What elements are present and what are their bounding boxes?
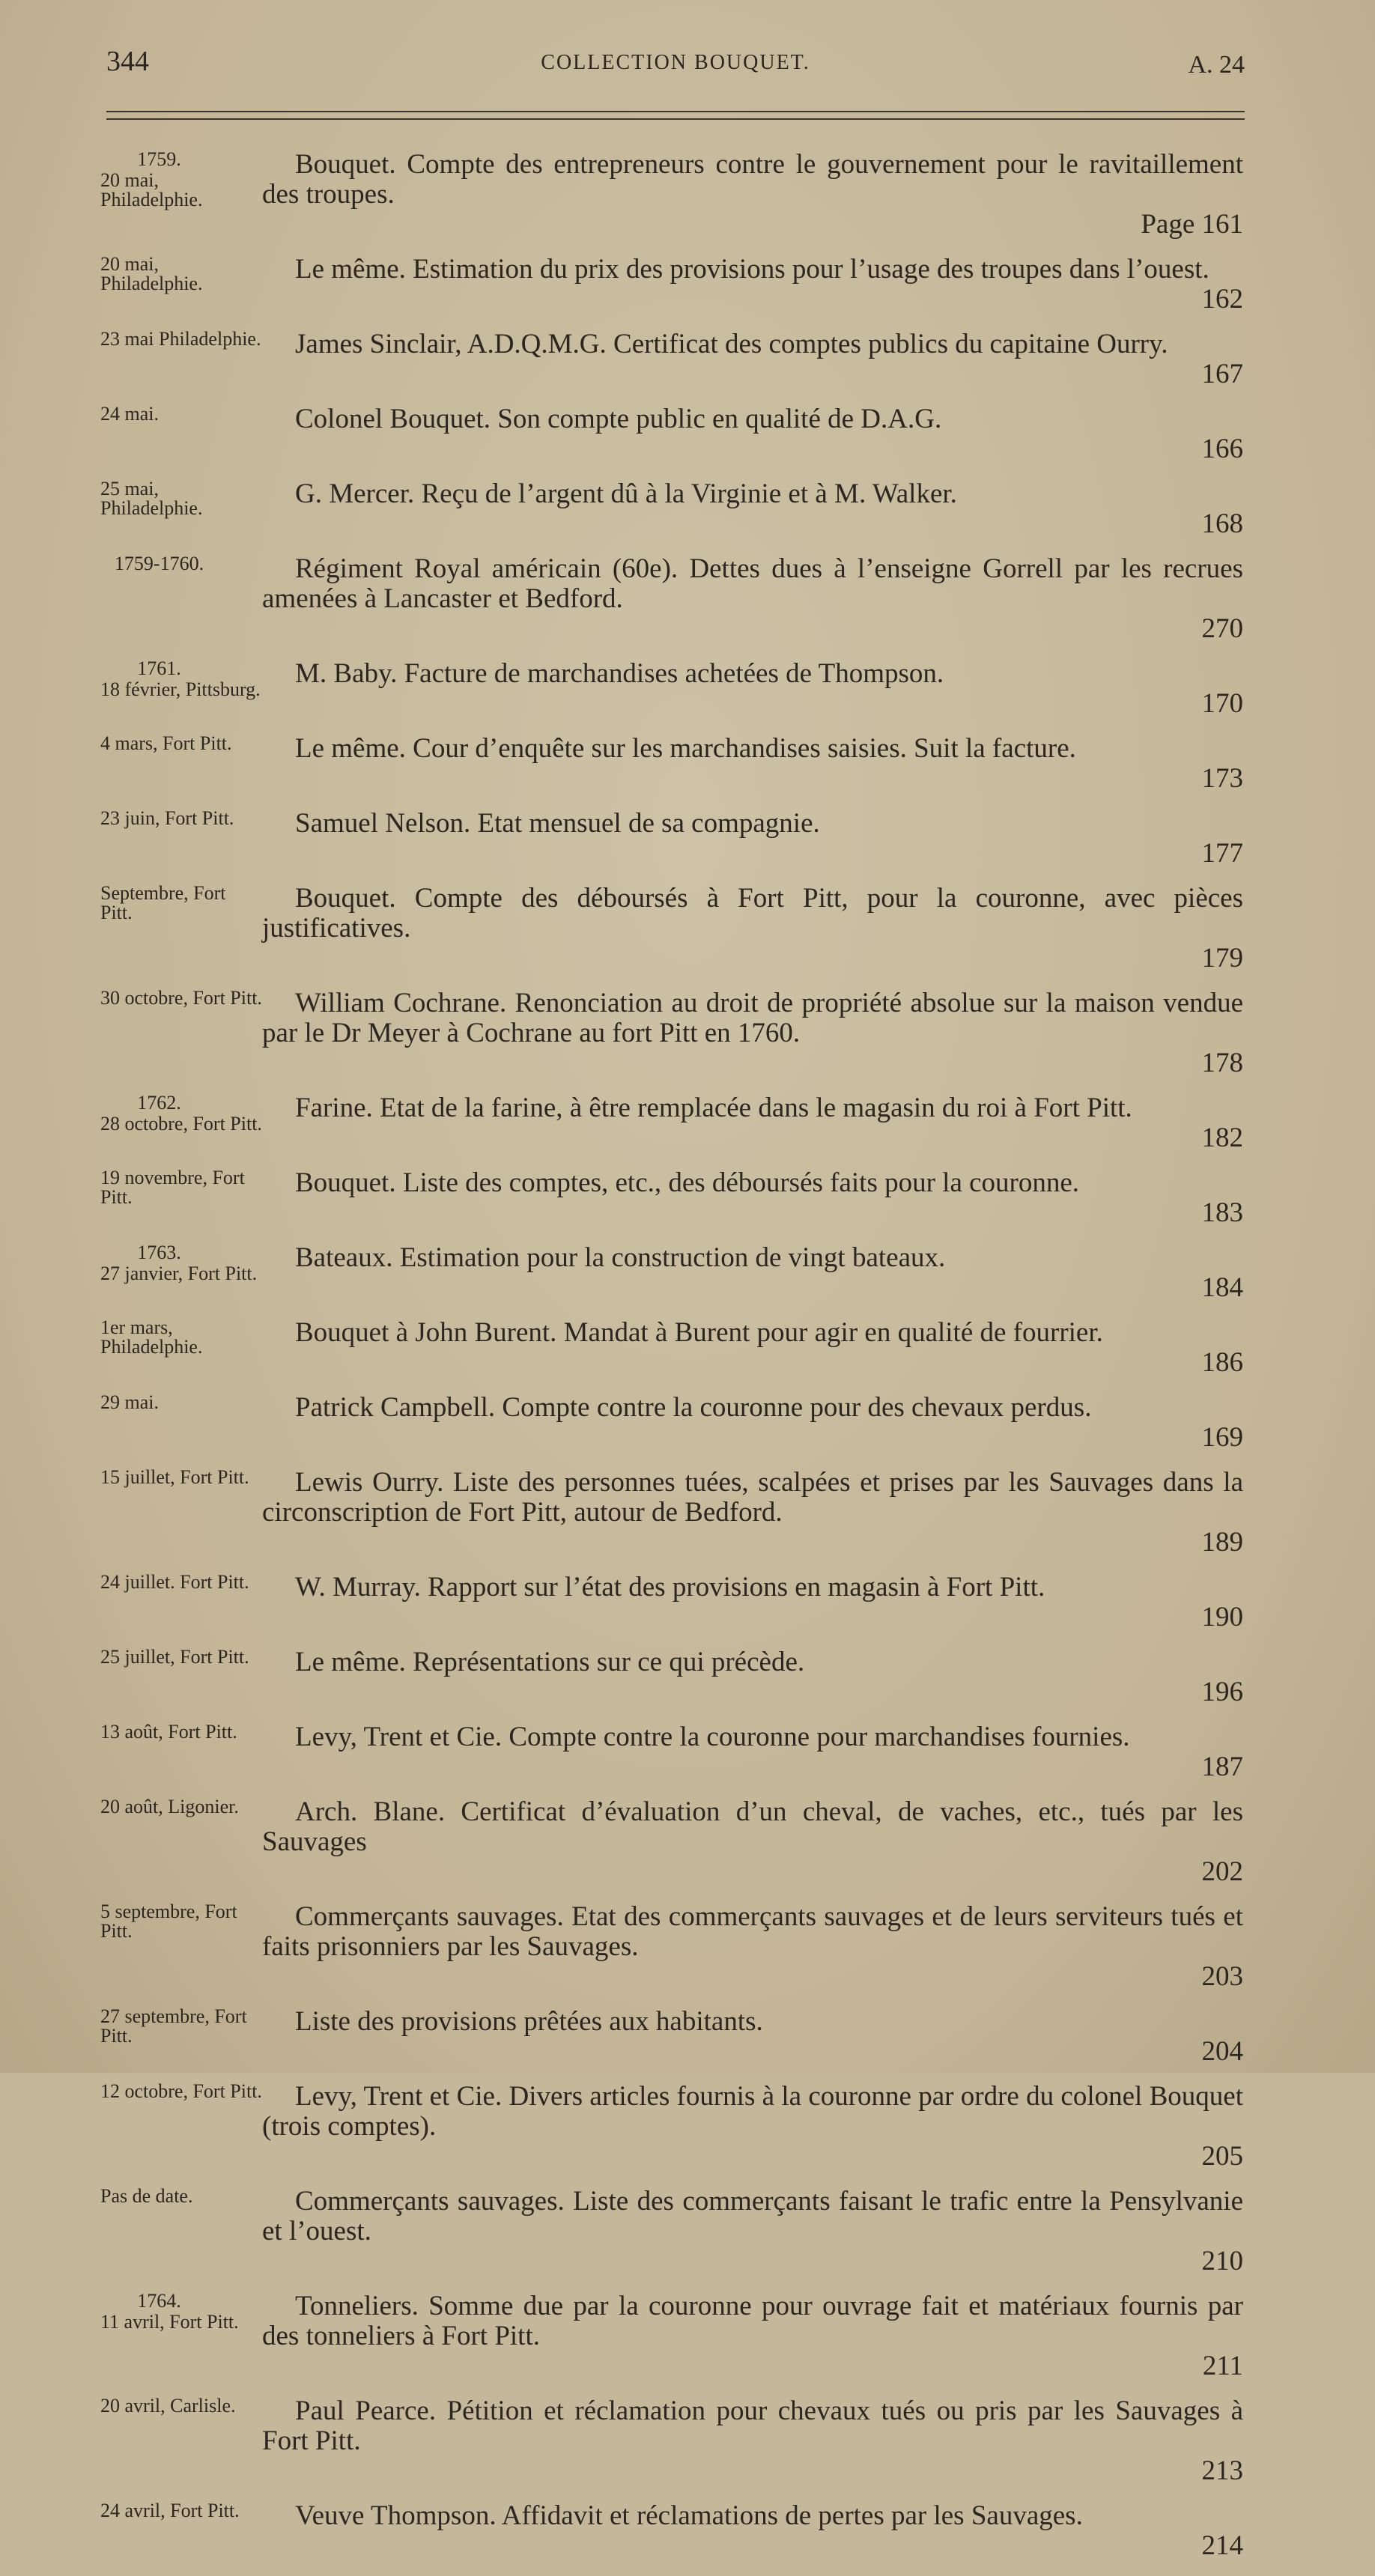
entry-date: 23 mai Philadelphie. — [100, 328, 261, 350]
entry-body — [262, 1093, 1243, 1153]
entry-body — [262, 1393, 1243, 1453]
page-number: 344 — [106, 46, 149, 77]
entry-date-column — [90, 1093, 262, 1134]
calendar-entry — [90, 988, 1243, 1078]
entry-description: Bateaux. Estimation pour la construction de vingt bateaux. — [295, 1242, 946, 1273]
calendar-entry — [90, 2291, 1243, 2381]
entry-date-column — [90, 329, 262, 349]
entry-body — [262, 884, 1243, 973]
entry-date: 4 mars, Fort Pitt. — [100, 732, 232, 754]
entry-date-column — [90, 1168, 262, 1207]
entry-body — [262, 659, 1243, 719]
entry-page-reference: Page 161 — [1141, 209, 1243, 240]
entry-body — [262, 2501, 1243, 2561]
entry-date-column — [90, 2396, 262, 2416]
entry-date-column — [90, 554, 262, 575]
calendar-entry — [90, 255, 1243, 315]
running-title: COLLECTION BOUQUET. — [541, 51, 810, 74]
calendar-entry — [90, 2187, 1243, 2276]
entry-body — [262, 479, 1243, 539]
entry-page-reference: 203 — [1201, 1961, 1243, 1992]
entry-description: Paul Pearce. Pétition et réclamation pour chevaux tués ou pris par les Sauvages à Fort Pitt. — [262, 2396, 1243, 2456]
entry-description: William Cochrane. Renonciation au droit de propriété absolue sur la maison vendue par le Dr Meyer à Cochrane au fort Pitt en 1760. — [262, 988, 1243, 1048]
entry-date: Septembre, Fort Pitt. — [100, 882, 226, 923]
entry-description: Farine. Etat de la farine, à être remplacée dans le magasin du roi à Fort Pitt. — [295, 1093, 1132, 1123]
calendar-entry — [90, 1902, 1243, 1992]
entry-year: 1762. — [137, 1092, 181, 1114]
calendar-entry — [90, 1573, 1243, 1632]
entry-date: 24 juillet. Fort Pitt. — [100, 1571, 249, 1593]
entry-description: Le même. Cour d’enquête sur les marchandises saisies. Suit la facture. — [295, 733, 1076, 764]
entry-date-column — [90, 2501, 262, 2521]
entry-body — [262, 809, 1243, 869]
entry-date-column — [90, 1393, 262, 1412]
calendar-entry — [90, 1468, 1243, 1558]
entry-page-reference: 205 — [1201, 2141, 1243, 2172]
entry-date: 23 juin, Fort Pitt. — [100, 807, 234, 829]
entry-date-column — [90, 479, 262, 518]
entry-page-reference: 187 — [1201, 1752, 1243, 1782]
entry-date-column — [90, 1902, 262, 1941]
entry-page-reference: 186 — [1201, 1347, 1243, 1378]
entry-date-column — [90, 884, 262, 923]
entry-body — [262, 1647, 1243, 1707]
entry-date: 12 octobre, Fort Pitt. — [100, 2080, 262, 2102]
entry-description: Bouquet. Liste des comptes, etc., des déboursés faits pour la couronne. — [295, 1167, 1080, 1198]
entry-body — [262, 988, 1243, 1078]
entry-date-column — [90, 404, 262, 424]
entry-body — [262, 734, 1243, 794]
entry-date: 15 juillet, Fort Pitt. — [100, 1466, 249, 1488]
entry-description: Lewis Ourry. Liste des personnes tuées, scalpées et prises par les Sauvages dans la circonscription de Fort Pitt, autour de Bedford. — [262, 1467, 1243, 1528]
entry-date: 24 avril, Fort Pitt. — [100, 2500, 240, 2521]
entry-page-reference: 184 — [1201, 1272, 1243, 1303]
entry-body — [262, 1318, 1243, 1378]
entry-body — [262, 1168, 1243, 1228]
entry-date-column — [90, 659, 262, 699]
entry-page-reference: 189 — [1201, 1527, 1243, 1558]
entry-body — [262, 2082, 1243, 2172]
calendar-entry — [90, 2007, 1243, 2067]
entry-date: 1er mars, Philadelphie. — [100, 1316, 203, 1358]
calendar-entry — [90, 1318, 1243, 1378]
entry-body — [262, 1468, 1243, 1558]
entry-page-reference: 167 — [1201, 359, 1243, 389]
calendar-entry — [90, 809, 1243, 869]
entry-date-column — [90, 2082, 262, 2101]
entry-date: 27 septembre, Fort Pitt. — [100, 2005, 247, 2047]
entry-date-column — [90, 1647, 262, 1667]
entry-page-reference: 210 — [1201, 2246, 1243, 2276]
entry-date: 29 mai. — [100, 1391, 159, 1413]
calendar-entry — [90, 1093, 1243, 1153]
entry-body — [262, 2007, 1243, 2067]
entry-page-reference: 166 — [1201, 434, 1243, 464]
entry-year: 1759-1760. — [114, 553, 204, 574]
entry-date: 30 octobre, Fort Pitt. — [100, 987, 262, 1009]
entry-page-reference: 178 — [1201, 1048, 1243, 1078]
entry-description: Samuel Nelson. Etat mensuel de sa compagnie. — [295, 808, 820, 839]
entry-date: 19 novembre, Fort Pitt. — [100, 1167, 245, 1208]
page-header — [106, 45, 1245, 90]
calendar-entry — [90, 554, 1243, 644]
entry-description: Tonneliers. Somme due par la couronne pour ouvrage fait et matériaux fournis par des tonneliers à Fort Pitt. — [262, 2291, 1243, 2351]
entry-date-column — [90, 734, 262, 753]
entry-description: Bouquet. Compte des déboursés à Fort Pitt, pour la couronne, avec pièces justificatives. — [262, 883, 1243, 944]
entry-page-reference: 196 — [1201, 1677, 1243, 1707]
calendar-entry — [90, 734, 1243, 794]
entry-description: Bouquet. Compte des entrepreneurs contre le gouvernement pour le ravitaillement des troupes. — [262, 149, 1243, 210]
entry-page-reference: 211 — [1202, 2351, 1243, 2381]
entry-description: Bouquet à John Burent. Mandat à Burent pour agir en qualité de fourrier. — [295, 1317, 1103, 1348]
entry-date: 11 avril, Fort Pitt. — [100, 2311, 239, 2333]
entry-date: 13 août, Fort Pitt. — [100, 1721, 237, 1743]
calendar-entry — [90, 2501, 1243, 2561]
entry-page-reference: 170 — [1201, 688, 1243, 719]
calendar-entry — [90, 2082, 1243, 2172]
entry-description: G. Mercer. Reçu de l’argent dû à la Virginie et à M. Walker. — [295, 479, 957, 509]
entry-date: 20 août, Ligonier. — [100, 1796, 239, 1817]
entry-page-reference: 270 — [1201, 613, 1243, 644]
entry-page-reference: 173 — [1201, 763, 1243, 794]
entry-body — [262, 329, 1243, 389]
entry-date-column — [90, 1573, 262, 1592]
entry-description: M. Baby. Facture de marchandises achetées de Thompson. — [295, 658, 944, 689]
entry-page-reference: 202 — [1201, 1856, 1243, 1887]
entry-description: Colonel Bouquet. Son compte public en qualité de D.A.G. — [295, 404, 942, 434]
entry-date-column — [90, 1318, 262, 1357]
calendar-entry — [90, 479, 1243, 539]
entry-description: Régiment Royal américain (60e). Dettes dues à l’enseigne Gorrell par les recrues amenées à Lancaster et Bedford. — [262, 553, 1243, 614]
calendar-entry — [90, 659, 1243, 719]
entry-date: 18 février, Pittsburg. — [100, 678, 261, 700]
entry-year: 1761. — [137, 657, 181, 679]
calendar-entry — [90, 1797, 1243, 1887]
entry-body — [262, 1797, 1243, 1887]
entry-description: Veuve Thompson. Affidavit et réclamations de pertes par les Sauvages. — [295, 2500, 1083, 2531]
entry-page-reference: 179 — [1201, 943, 1243, 973]
entry-page-reference: 214 — [1201, 2530, 1243, 2561]
entry-body — [262, 404, 1243, 464]
entry-page-reference: 182 — [1201, 1123, 1243, 1153]
volume-reference: A. 24 — [1188, 51, 1245, 79]
entry-body — [262, 150, 1243, 240]
entry-description: Patrick Campbell. Compte contre la couronne pour des chevaux perdus. — [295, 1392, 1092, 1423]
calendar-entry — [90, 1647, 1243, 1707]
entry-date-column — [90, 150, 262, 210]
calendar-entry — [90, 884, 1243, 973]
entry-body — [262, 1722, 1243, 1782]
entry-date: 25 juillet, Fort Pitt. — [100, 1646, 249, 1668]
entry-body — [262, 255, 1243, 315]
calendar-entry — [90, 1168, 1243, 1228]
entry-description: Levy, Trent et Cie. Compte contre la couronne pour marchandises fournies. — [295, 1722, 1130, 1752]
entry-page-reference: 204 — [1201, 2036, 1243, 2067]
entry-body — [262, 1243, 1243, 1303]
entry-page-reference: 169 — [1201, 1422, 1243, 1453]
entry-year: 1764. — [137, 2290, 181, 2312]
entry-date: 20 avril, Carlisle. — [100, 2395, 236, 2416]
entry-body — [262, 2187, 1243, 2276]
calendar-entry — [90, 2396, 1243, 2486]
entry-year: 1759. — [137, 148, 181, 170]
entry-body — [262, 1573, 1243, 1632]
entry-date: 20 mai, Philadelphie. — [100, 253, 203, 294]
entry-description: Le même. Représentations sur ce qui précède. — [295, 1647, 805, 1677]
entry-body — [262, 1902, 1243, 1992]
entry-date-column — [90, 2291, 262, 2332]
entry-body — [262, 554, 1243, 644]
entry-date: 24 mai. — [100, 403, 159, 425]
calendar-entry — [90, 1243, 1243, 1303]
entry-date: 28 octobre, Fort Pitt. — [100, 1113, 262, 1134]
entry-year: 1763. — [137, 1242, 181, 1263]
entry-description: Liste des provisions prêtées aux habitants. — [295, 2006, 763, 2037]
header-rule-bottom — [106, 118, 1245, 120]
entry-date-column — [90, 255, 262, 294]
entry-page-reference: 190 — [1201, 1602, 1243, 1632]
entry-description: Le même. Estimation du prix des provisions pour l’usage des troupes dans l’ouest. — [295, 254, 1209, 285]
entry-date-column — [90, 1468, 262, 1487]
entry-date-column — [90, 1722, 262, 1742]
entry-page-reference: 177 — [1201, 838, 1243, 869]
entry-page-reference: 213 — [1201, 2455, 1243, 2486]
entry-page-reference: 168 — [1201, 508, 1243, 539]
entry-date-column — [90, 1797, 262, 1817]
entry-date-column — [90, 2007, 262, 2046]
entry-page-reference: 162 — [1201, 284, 1243, 315]
entry-body — [262, 2291, 1243, 2381]
entry-date: 20 mai, Philadelphie. — [100, 169, 203, 210]
entry-date-column — [90, 1243, 262, 1284]
header-rule-top — [106, 111, 1245, 112]
calendar-entries — [90, 150, 1243, 2576]
entry-date-column — [90, 2187, 262, 2206]
entry-description: Arch. Blane. Certificat d’évaluation d’un cheval, de vaches, etc., tués par les Sauvages — [262, 1796, 1243, 1857]
entry-date: 25 mai, Philadelphie. — [100, 478, 203, 519]
entry-date-column — [90, 988, 262, 1008]
entry-body — [262, 2396, 1243, 2486]
calendar-entry — [90, 1722, 1243, 1782]
entry-date-column — [90, 809, 262, 828]
entry-description: Levy, Trent et Cie. Divers articles fournis à la couronne par ordre du colonel Bouquet (trois comptes). — [262, 2081, 1243, 2142]
entry-date: Pas de date. — [100, 2185, 193, 2207]
calendar-entry — [90, 404, 1243, 464]
entry-description: Commerçants sauvages. Liste des commerçants faisant le trafic entre la Pensylvanie et l’ouest. — [262, 2186, 1243, 2247]
entry-date: 5 septembre, Fort Pitt. — [100, 1901, 237, 1942]
entry-description: James Sinclair, A.D.Q.M.G. Certificat des comptes publics du capitaine Ourry. — [295, 329, 1168, 359]
calendar-entry — [90, 329, 1243, 389]
entry-description: W. Murray. Rapport sur l’état des provisions en magasin à Fort Pitt. — [295, 1572, 1045, 1603]
entry-page-reference: 183 — [1201, 1197, 1243, 1228]
calendar-entry — [90, 150, 1243, 240]
entry-description: Commerçants sauvages. Etat des commerçants sauvages et de leurs serviteurs tués et faits prisonniers par les Sauvages. — [262, 1901, 1243, 1962]
calendar-entry — [90, 1393, 1243, 1453]
entry-date: 27 janvier, Fort Pitt. — [100, 1263, 258, 1284]
